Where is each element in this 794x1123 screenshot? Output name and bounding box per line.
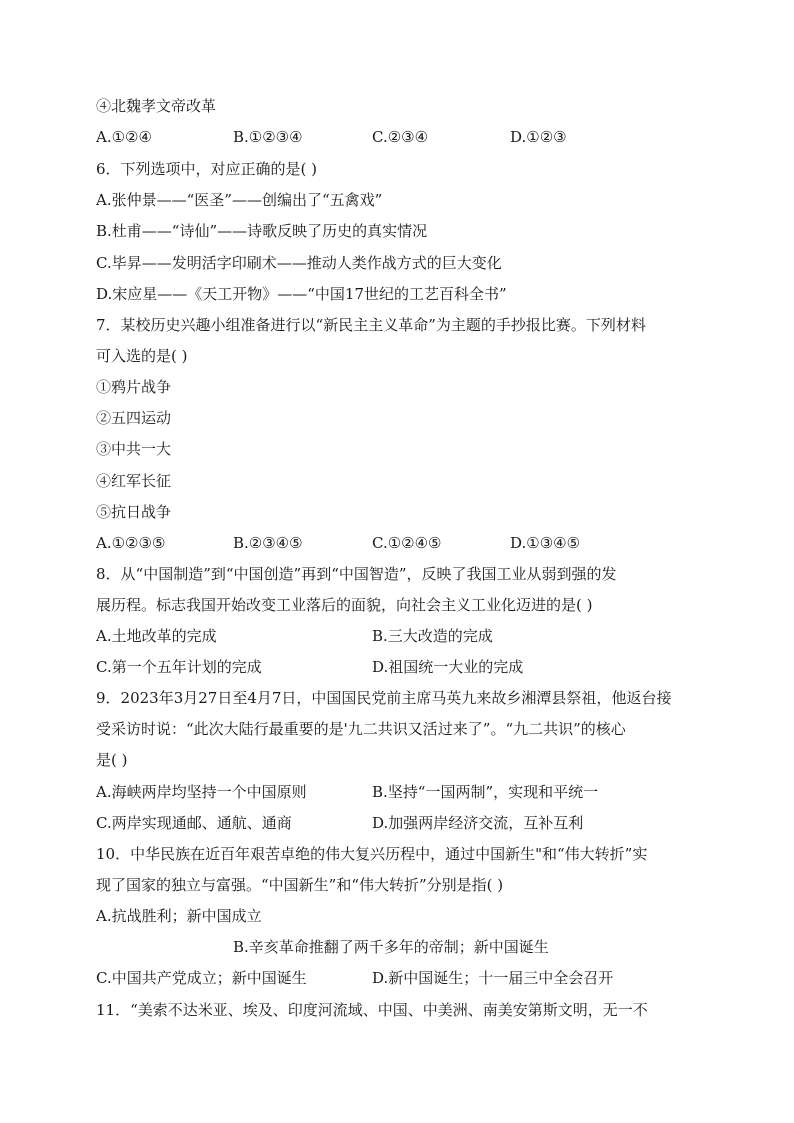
q6-option-b: B.杜甫——“诗仙”——诗歌反映了历史的真实情况	[96, 222, 428, 240]
q8-option-c: C.第一个五年计划的完成	[96, 658, 262, 676]
q8-option-b: B.三大改造的完成	[372, 627, 493, 645]
q6-option-d: D.宋应星——《天工开物》——“中国17世纪的工艺百科全书”	[96, 285, 507, 303]
q8-option-d: D.祖国统一大业的完成	[372, 658, 524, 676]
q7-stem-line1: 7．某校历史兴趣小组准备进行以“新民主主义革命”为主题的手抄报比赛。下列材料	[96, 316, 646, 334]
q6-stem: 6．下列选项中，对应正确的是( )	[96, 160, 318, 178]
q8-option-a: A.土地改革的完成	[96, 627, 217, 645]
q8-stem-line2: 展历程。标志我国开始改变工业落后的面貌，向社会主义工业化迈进的是( )	[96, 596, 593, 614]
q9-stem-line1: 9．2023年3月27日至4月7日，中国国民党前主席马英九来故乡湘潭县祭祖，他返台接	[96, 689, 672, 707]
q7-item-1: ①鸦片战争	[96, 378, 172, 396]
q5-option-c: C.②③④	[372, 128, 429, 146]
q7-option-d: D.①③④⑤	[510, 534, 581, 552]
q7-item-3: ③中共一大	[96, 440, 172, 458]
q9-option-b: B.坚持“一国两制”，实现和平统一	[372, 783, 599, 801]
q7-item-5: ⑤抗日战争	[96, 503, 172, 521]
q7-stem-line2: 可入选的是( )	[96, 347, 188, 365]
q9-option-c: C.两岸实现通邮、通航、通商	[96, 814, 292, 832]
q9-option-a: A.海峡两岸均坚持一个中国原则	[96, 783, 307, 801]
q6-option-c: C.毕昇——发明活字印刷术——推动人类作战方式的巨大变化	[96, 254, 502, 272]
q10-stem-line2: 现了国家的独立与富强。“中国新生”和“伟大转折”分别是指( )	[96, 876, 504, 894]
q7-item-4: ④红军长征	[96, 472, 172, 490]
q7-option-c: C.①②④⑤	[372, 534, 442, 552]
q7-option-b: B.②③④⑤	[233, 534, 303, 552]
q9-option-d: D.加强两岸经济交流，互补互利	[372, 814, 584, 832]
q8-stem-line1: 8．从“中国制造”到“中国创造”再到“中国智造”，反映了我国工业从弱到强的发	[96, 565, 617, 583]
q7-option-a: A.①②③⑤	[96, 534, 166, 552]
q10-stem-line1: 10．中华民族在近百年艰苦卓绝的伟大复兴历程中，通过中国新生"和“伟大转折”实	[96, 845, 648, 863]
q10-option-a: A.抗战胜利；新中国成立	[96, 907, 262, 925]
q10-option-d: D.新中国诞生；十一届三中全会召开	[372, 969, 614, 987]
q5-item-4: ④北魏孝文帝改革	[96, 97, 217, 115]
q10-option-b: B.辛亥革命推翻了两千多年的帝制；新中国诞生	[233, 938, 549, 956]
q5-option-b: B.①②③④	[233, 128, 303, 146]
q11-stem-line1: 11．“美索不达米亚、埃及、印度河流域、中国、中美洲、南美安第斯文明，无一不	[96, 1001, 648, 1019]
q5-option-a: A.①②④	[96, 128, 152, 146]
q7-item-2: ②五四运动	[96, 409, 172, 427]
q5-option-d: D.①②③	[510, 128, 567, 146]
q9-stem-line3: 是( )	[96, 751, 128, 769]
q9-stem-line2: 受采访时说：“此次大陆行最重要的是'九二共识又活过来了”。“九二共识”的核心	[96, 720, 626, 738]
q6-option-a: A.张仲景——“医圣”——创编出了“五禽戏”	[96, 191, 383, 209]
q10-option-c: C.中国共产党成立；新中国诞生	[96, 969, 307, 987]
